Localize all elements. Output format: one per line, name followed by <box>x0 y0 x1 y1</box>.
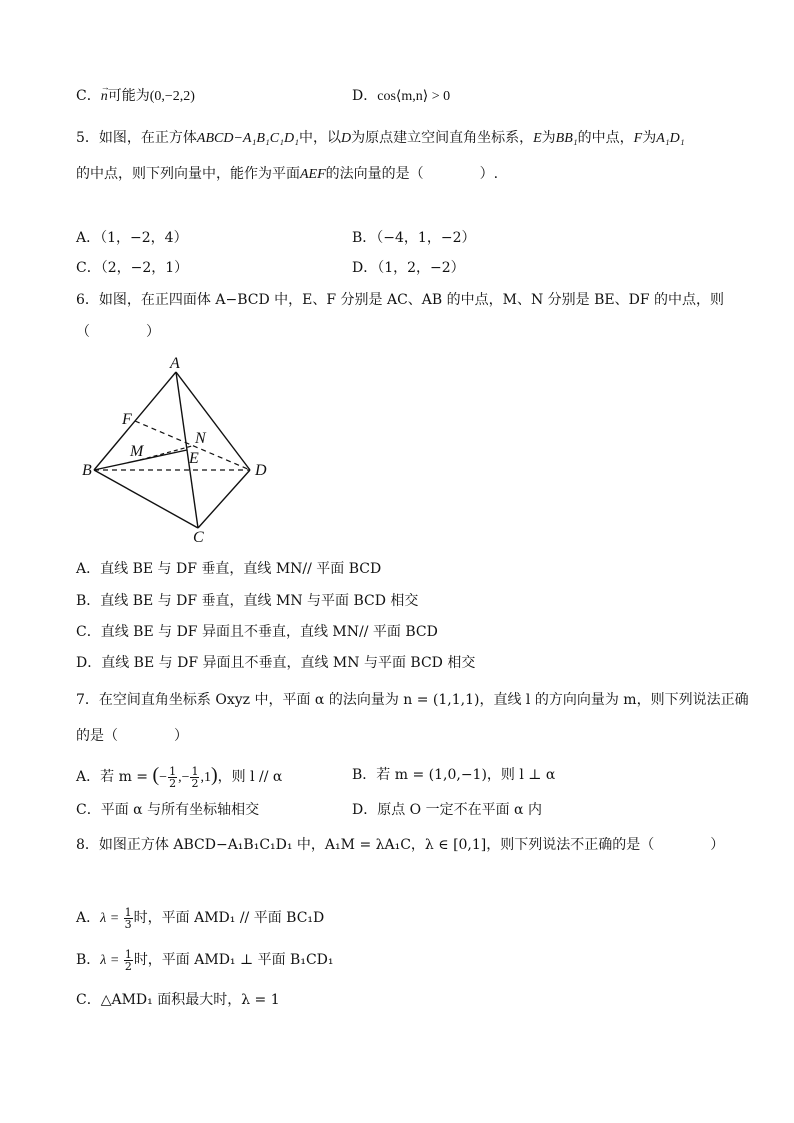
prev-option-c <box>76 86 195 107</box>
option-label: B． <box>76 952 101 968</box>
fraction-numerator: 1 <box>124 905 132 919</box>
option-label: D． <box>352 260 378 276</box>
option-label: D． <box>352 802 378 818</box>
stem-text: 中，以 <box>298 130 341 146</box>
stem-text: 的法向量的是（ ）. <box>325 166 499 182</box>
label-c: C <box>193 529 204 544</box>
q6-option-d <box>76 653 475 673</box>
label-n: N <box>195 430 206 447</box>
q5-option-c <box>76 258 188 278</box>
fraction-one-half <box>124 949 133 972</box>
cube-name: ABCD−A₁B₁C₁D₁ <box>196 131 299 146</box>
option-text: △AMD₁ 面积最大时，λ = 1 <box>100 992 280 1008</box>
stem-text: 在空间直角坐标系 Oxyz 中，平面 α 的法向量为 n = (1,1,1)，直线 l 的方向向量为 m，则下列说法正确 <box>98 692 749 708</box>
fraction-denominator: 3 <box>124 917 132 931</box>
q7-option-b <box>352 765 555 785</box>
lambda-equals: λ = <box>100 953 123 968</box>
tetrahedron-figure <box>80 352 280 544</box>
q5-option-a <box>76 228 188 248</box>
q5-option-b <box>352 228 475 248</box>
option-label: A． <box>76 561 101 577</box>
option-label: A． <box>76 230 101 246</box>
q8-option-c <box>76 990 280 1010</box>
q6-option-b <box>76 591 418 611</box>
option-label: D． <box>352 88 378 104</box>
option-label: D． <box>76 655 102 671</box>
option-label: A． <box>76 910 101 926</box>
stem-text: 为原点建立空间直角坐标系， <box>351 130 534 146</box>
option-label: B． <box>352 230 377 246</box>
question-number: 6． <box>76 292 99 308</box>
label-m: M <box>130 443 144 460</box>
option-text: 直线 BE 与 DF 异面且不垂直，直线 MN 与平面 BCD 相交 <box>101 655 476 671</box>
comma-one: ,1 <box>200 770 211 785</box>
edge-bc <box>94 470 198 528</box>
minus-sign: − <box>159 770 168 785</box>
option-text: 原点 O 一定不在平面 α 内 <box>377 802 542 818</box>
option-label: C． <box>76 624 101 640</box>
segment-a1d1: A₁D₁ <box>656 131 685 146</box>
option-label: C． <box>76 992 101 1008</box>
point-d: D <box>340 131 352 146</box>
option-text: 平面 α 与所有坐标轴相交 <box>100 802 260 818</box>
option-text: cos⟨m,n⟩ > 0 <box>377 89 451 104</box>
option-label: B． <box>352 767 377 783</box>
option-label: C． <box>76 260 101 276</box>
q6-option-c <box>76 622 438 642</box>
segment-bb1: BB₁ <box>555 131 578 146</box>
option-text: 时，平面 AMD₁ ⊥ 平面 B₁CD₁ <box>133 952 334 968</box>
label-d: D <box>255 462 267 479</box>
lambda-equals: λ = <box>100 911 123 926</box>
paren-close: ) <box>210 764 218 786</box>
fraction-numerator: 1 <box>124 947 132 961</box>
question-number: 8． <box>76 837 99 853</box>
option-text: 直线 BE 与 DF 垂直，直线 MN// 平面 BCD <box>100 561 382 577</box>
stem-text: 为 <box>642 130 657 146</box>
vector-n: → n <box>101 87 108 107</box>
q5-option-d <box>352 258 465 278</box>
option-value: （2，−2，1） <box>100 260 189 276</box>
label-a: A <box>170 355 180 372</box>
plane-aef: AEF <box>300 167 326 182</box>
q5-stem-line1 <box>76 128 685 149</box>
fraction-one-half <box>168 766 177 789</box>
fraction-numerator: 1 <box>169 764 177 778</box>
q5-stem-line2 <box>76 164 498 185</box>
option-value: (0,−2,2) <box>149 89 195 104</box>
option-text: ，则 l // α <box>217 769 283 785</box>
question-number: 7． <box>76 692 99 708</box>
comma: ,− <box>178 770 190 785</box>
stem-text: 为 <box>541 130 556 146</box>
option-value: （1，2，−2） <box>377 260 465 276</box>
option-label: C． <box>76 88 101 104</box>
fraction-denominator: 2 <box>169 776 177 790</box>
label-b: B <box>82 462 92 479</box>
q7-stem-line2 <box>76 726 188 746</box>
q6-option-a <box>76 559 381 579</box>
question-number: 5． <box>76 130 99 146</box>
prev-option-d <box>352 86 450 107</box>
q7-option-d <box>352 800 542 820</box>
fraction-numerator: 1 <box>191 764 199 778</box>
stem-text: 如图，在正方体 <box>98 130 197 146</box>
option-text: 若 m = <box>100 769 153 785</box>
option-label: B． <box>76 593 101 609</box>
q8-option-a <box>76 904 324 933</box>
point-f: F <box>633 131 643 146</box>
stem-text: 如图正方体 ABCD−A₁B₁C₁D₁ 中，A₁M = λA₁C，λ ∈ [0,1]，则下列说法不正确的是（ ） <box>98 837 725 853</box>
fraction-one-half <box>190 766 199 789</box>
stem-text: （ ） <box>76 324 160 340</box>
option-text: 直线 BE 与 DF 异面且不垂直，直线 MN// 平面 BCD <box>100 624 438 640</box>
q7-option-c <box>76 800 259 820</box>
paren-open: ( <box>152 764 160 786</box>
stem-text: 的是（ ） <box>76 728 188 744</box>
label-f: F <box>122 411 132 428</box>
fraction-denominator: 2 <box>191 776 199 790</box>
option-value: （−4，1，−2） <box>376 230 476 246</box>
label-e: E <box>189 450 199 467</box>
fraction-denominator: 2 <box>124 959 132 973</box>
segment-mn-hidden <box>140 446 192 460</box>
option-text: 时，平面 AMD₁ // 平面 BC₁D <box>133 910 325 926</box>
q7-option-a <box>76 761 282 792</box>
option-label: C． <box>76 802 101 818</box>
option-label: A． <box>76 769 101 785</box>
q8-option-b <box>76 946 334 975</box>
option-text: 直线 BE 与 DF 垂直，直线 MN 与平面 BCD 相交 <box>100 593 419 609</box>
stem-text: 如图，在正四面体 A−BCD 中，E、F 分别是 AC、AB 的中点，M、N 分别是 BE、DF 的中点，则 <box>98 292 725 308</box>
edge-cd <box>198 470 250 528</box>
stem-text: 的中点， <box>577 130 634 146</box>
point-e: E <box>533 131 542 146</box>
option-value: （1，−2，4） <box>100 230 188 246</box>
option-text: 若 m = (1,0,−1)，则 l ⊥ α <box>376 767 556 783</box>
option-text: 可能为 <box>107 88 150 104</box>
q6-stem-line1 <box>76 290 724 310</box>
q8-stem <box>76 835 724 855</box>
q7-stem-line1 <box>76 690 749 710</box>
stem-text: 的中点，则下列向量中，能作为平面 <box>76 166 300 182</box>
q6-stem-line2 <box>76 322 160 342</box>
fraction-one-third <box>124 907 133 930</box>
